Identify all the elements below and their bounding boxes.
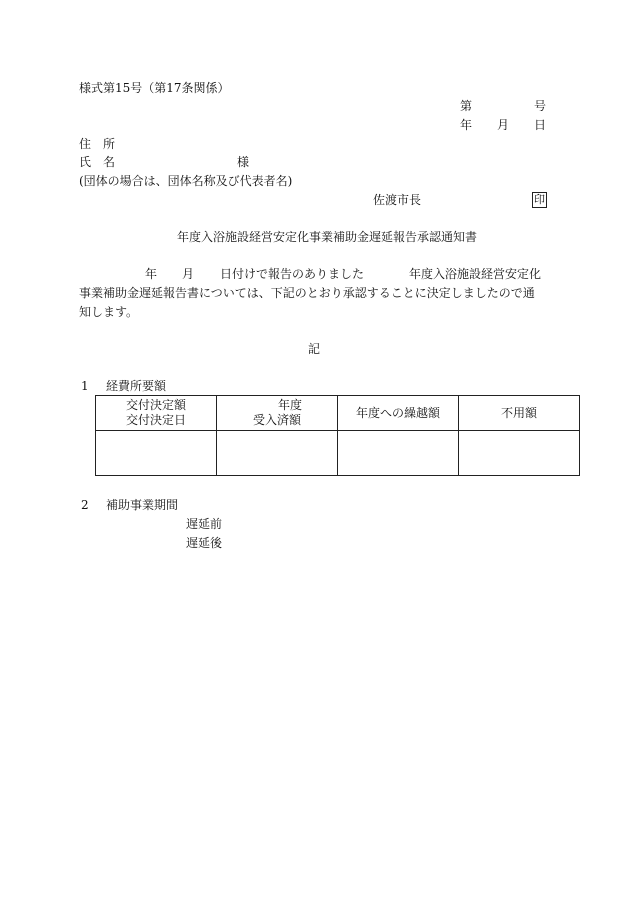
number-suffix: 号 xyxy=(534,99,547,113)
header-received xyxy=(217,396,338,431)
header-received-amount: 受入済額 xyxy=(252,413,301,427)
header-grant-amount: 交付決定額 xyxy=(125,398,186,412)
seal-mark: 印 xyxy=(534,193,545,206)
header-grant-decision xyxy=(96,396,217,431)
body-text-1: 日付けで報告のありました xyxy=(220,267,365,281)
document-title: 年度入浴施設経営安定化事業補助金遅延報告承認通知書 xyxy=(177,230,478,244)
header-grant-date: 交付決定日 xyxy=(125,413,186,427)
cell-carryover xyxy=(338,431,459,476)
date-year: 年 xyxy=(460,118,473,132)
header-carryover: 年度への繰越額 xyxy=(338,396,459,431)
body-month: 月 xyxy=(182,267,195,281)
ki-label: 記 xyxy=(308,342,321,356)
header-received-year: 年度 xyxy=(277,398,302,412)
period-after: 遅延後 xyxy=(186,536,223,550)
body-text-3: 知します。 xyxy=(79,305,139,319)
table-header-row xyxy=(96,396,580,431)
number-prefix: 第 xyxy=(460,99,473,113)
form-number: 様式第15号（第17条関係） xyxy=(79,81,230,95)
address-label: 住 所 xyxy=(79,137,116,151)
issuer: 佐渡市長 xyxy=(373,193,422,207)
date-day: 日 xyxy=(534,118,547,132)
cell-grant-decision xyxy=(96,431,217,476)
section2-number: 2 xyxy=(81,498,89,512)
honorific: 様 xyxy=(237,155,250,169)
section1-number: 1 xyxy=(81,379,89,393)
header-unused: 不用額 xyxy=(459,396,580,431)
table-row xyxy=(96,431,580,476)
group-note: (団体の場合は、団体名称及び代表者名) xyxy=(79,174,293,188)
section1-label: 経費所要額 xyxy=(106,379,167,393)
cell-received xyxy=(217,431,338,476)
period-before: 遅延前 xyxy=(186,517,223,531)
expense-table xyxy=(95,395,580,476)
name-label: 氏 名 xyxy=(79,155,116,169)
cell-unused xyxy=(459,431,580,476)
date-month: 月 xyxy=(497,118,510,132)
body-text-1-tail: 年度入浴施設経営安定化 xyxy=(409,267,542,281)
body-text-2: 事業補助金遅延報告書については、下記のとおり承認することに決定しましたので通 xyxy=(79,286,535,300)
section2-label: 補助事業期間 xyxy=(106,498,179,512)
body-year: 年 xyxy=(145,267,158,281)
